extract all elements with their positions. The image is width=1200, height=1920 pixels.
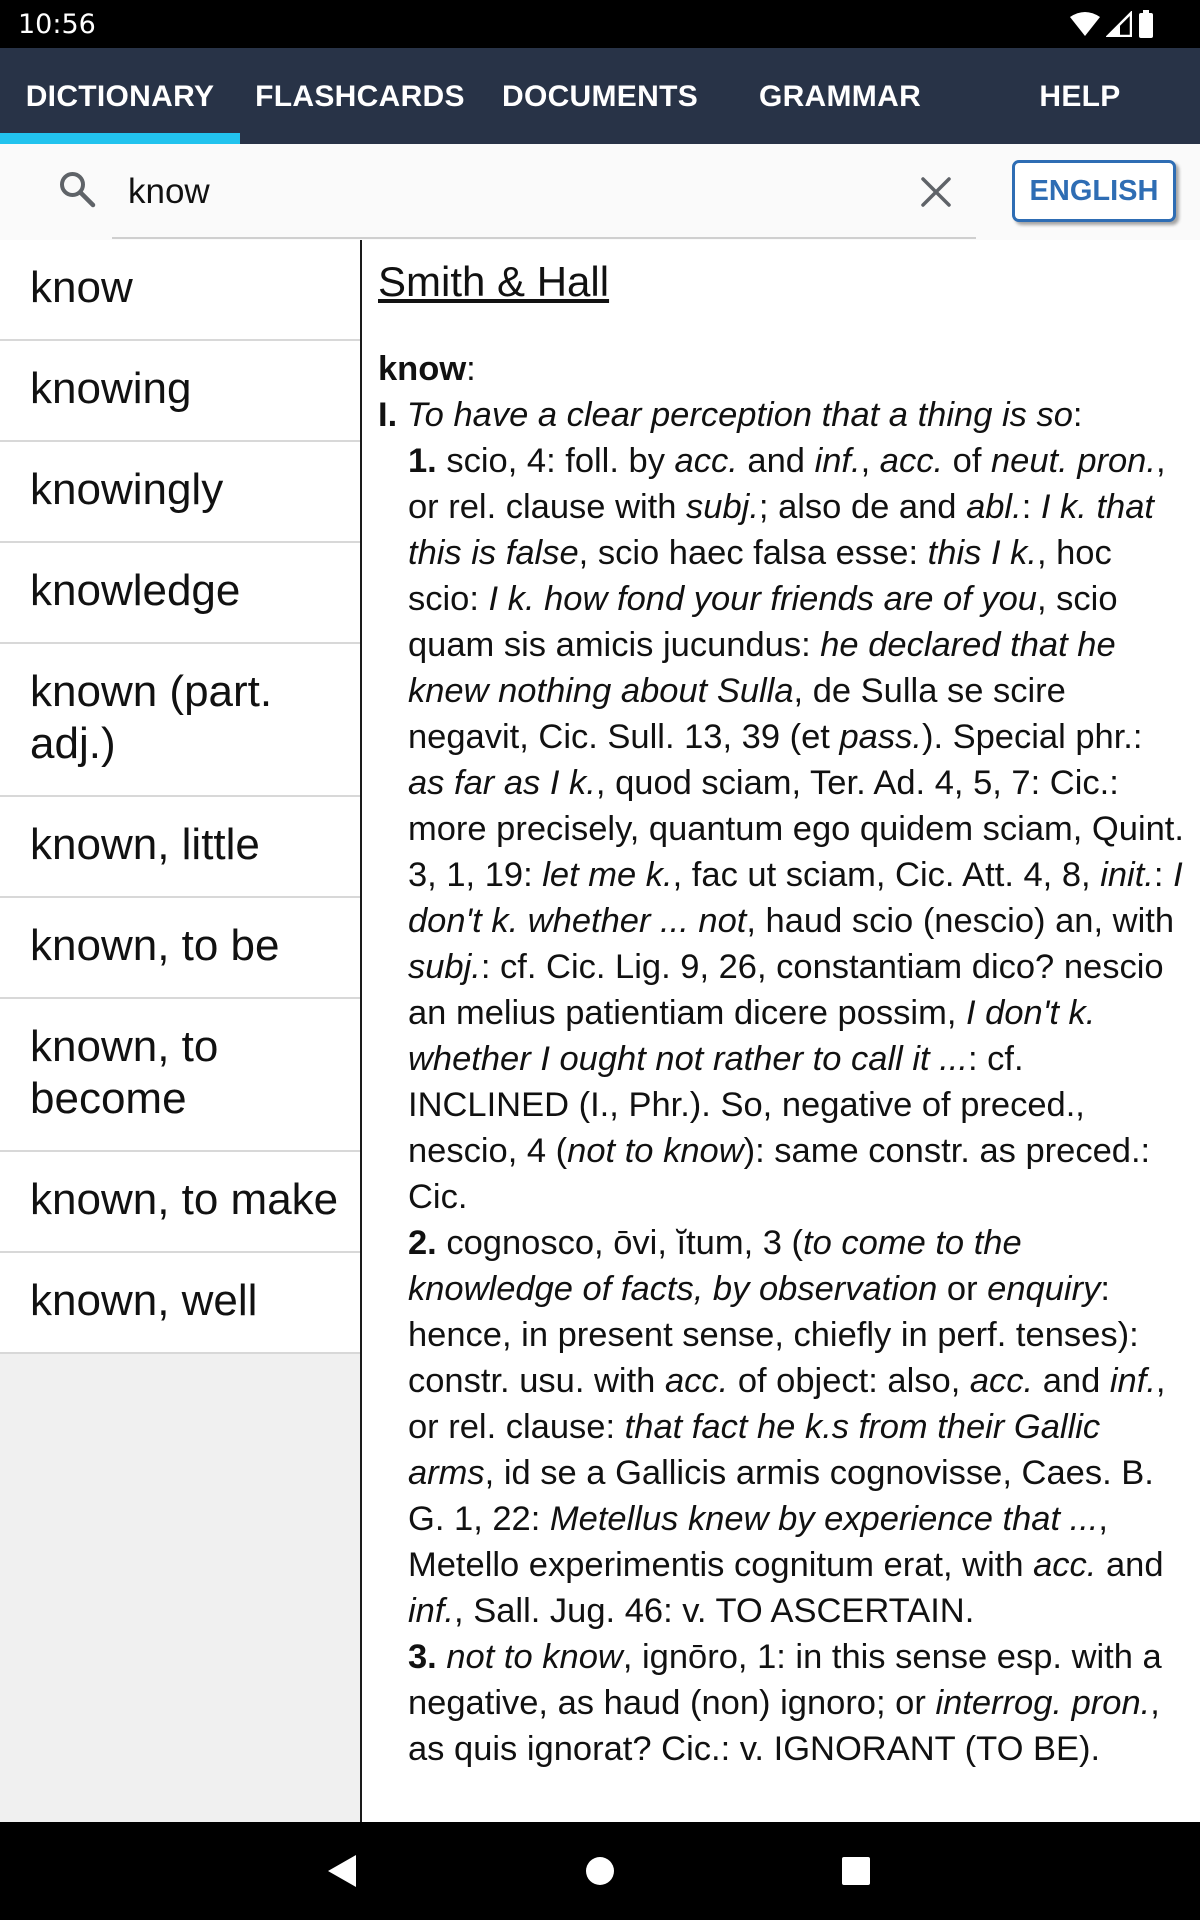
- tab-documents[interactable]: DOCUMENTS: [501, 80, 699, 113]
- list-item[interactable]: [0, 999, 360, 1152]
- wifi-icon: [1070, 11, 1100, 37]
- tab-help[interactable]: HELP: [1039, 80, 1121, 113]
- list-item[interactable]: [0, 341, 360, 442]
- list-item[interactable]: [0, 442, 360, 543]
- list-item[interactable]: [0, 898, 360, 999]
- list-item-label: known, to be: [30, 921, 280, 970]
- status-icons: [1070, 10, 1154, 38]
- definition-text: know: I. To have a clear perception that a thing is so: 1. scio, 4: foll. by acc. and inf., acc. of neut. pron., or rel. clause with subj.; also de and abl.: I k. that this is false, scio haec falsa esse: this I k., hoc scio: I k. how fond your friends are of you, scio quam sis amicis jucundus: he declared that he knew nothing about Sulla, de Sulla se scire negavit, Cic. Sull. 13, 39 (et pass.). Special phr.: as far as I k., quod sciam, Ter. Ad. 4, 5, 7: Cic.: more precisely, quantum ego quidem sciam, Quint. 3, 1, 19: let me k., fac ut sciam, Cic. Att. 4, 8, init.: I don't k. whether ... not, haud scio (nescio) an, with subj.: cf. Cic. Lig. 9, 26, constantiam dico? nescio an melius patientiam dicere possim, I don't k. whether I ought not rather to call it ...: cf. INCLINED (I., Phr.). So, negative of preced., nescio, 4 (not to know): same constr. as preced.: Cic. 2. cognosco, ōvi, ĭtum, 3 (to come to the knowledge of facts, by observation or enquiry: hence, in present sense, chiefly in perf. tenses): constr. usu. with acc. of object: also, acc. and inf., or rel. clause: that fact he k.s from their Gallic arms, id se a Gallicis armis cognovisse, Caes. B. G. 1, 22: Metellus knew by experience that ..., Metello experimentis cognitum erat, with acc. and inf., Sall. Jug. 46: v. TO ASCERTAIN. 3. not to know, ignōro, 1: in this sense esp. with a negative, as haud (non) ignoro; or interrog. pron., as quis ignorat? Cic.: v. IGNORANT (TO BE).: [378, 350, 1184, 1768]
- list-item-label: known, little: [30, 820, 260, 869]
- dictionary-source-link[interactable]: Smith & Hall: [378, 258, 610, 305]
- status-time: 10:56: [18, 9, 96, 40]
- list-item-label: knowingly: [30, 465, 224, 514]
- home-icon[interactable]: [540, 1822, 660, 1920]
- list-item[interactable]: [0, 543, 360, 644]
- status-bar: [0, 0, 1200, 48]
- back-icon[interactable]: [282, 1822, 402, 1920]
- cellular-signal-icon: [1106, 11, 1132, 37]
- list-item[interactable]: [0, 644, 360, 797]
- list-item-label: known (part. adj.): [30, 667, 273, 768]
- list-item-label: known, to make: [30, 1175, 339, 1224]
- list-item-label: known, to become: [30, 1022, 219, 1123]
- list-item-label: knowing: [30, 364, 192, 413]
- recents-icon[interactable]: [796, 1822, 916, 1920]
- list-item-label: knowledge: [30, 566, 241, 615]
- search-icon[interactable]: [58, 170, 96, 208]
- list-item[interactable]: [0, 1152, 360, 1253]
- language-button[interactable]: ENGLISH: [1012, 160, 1176, 222]
- search-underline: [112, 237, 976, 239]
- list-item[interactable]: [0, 1253, 360, 1354]
- tab-grammar[interactable]: GRAMMAR: [758, 80, 922, 113]
- battery-icon: [1138, 10, 1154, 38]
- list-item-label: know: [30, 263, 133, 312]
- tab-flashcards[interactable]: FLASHCARDS: [255, 80, 465, 113]
- active-tab-indicator: [0, 133, 240, 144]
- close-icon[interactable]: [918, 174, 954, 210]
- list-item[interactable]: [0, 797, 360, 898]
- search-input[interactable]: [128, 168, 888, 216]
- list-item[interactable]: [0, 240, 360, 341]
- navigation-bar: [0, 1822, 1200, 1920]
- definition-pane[interactable]: [362, 240, 1200, 1822]
- tab-bar: [0, 48, 1200, 144]
- tab-dictionary[interactable]: DICTIONARY: [25, 80, 215, 113]
- list-item-label: known, well: [30, 1276, 258, 1325]
- word-list: [0, 240, 362, 1822]
